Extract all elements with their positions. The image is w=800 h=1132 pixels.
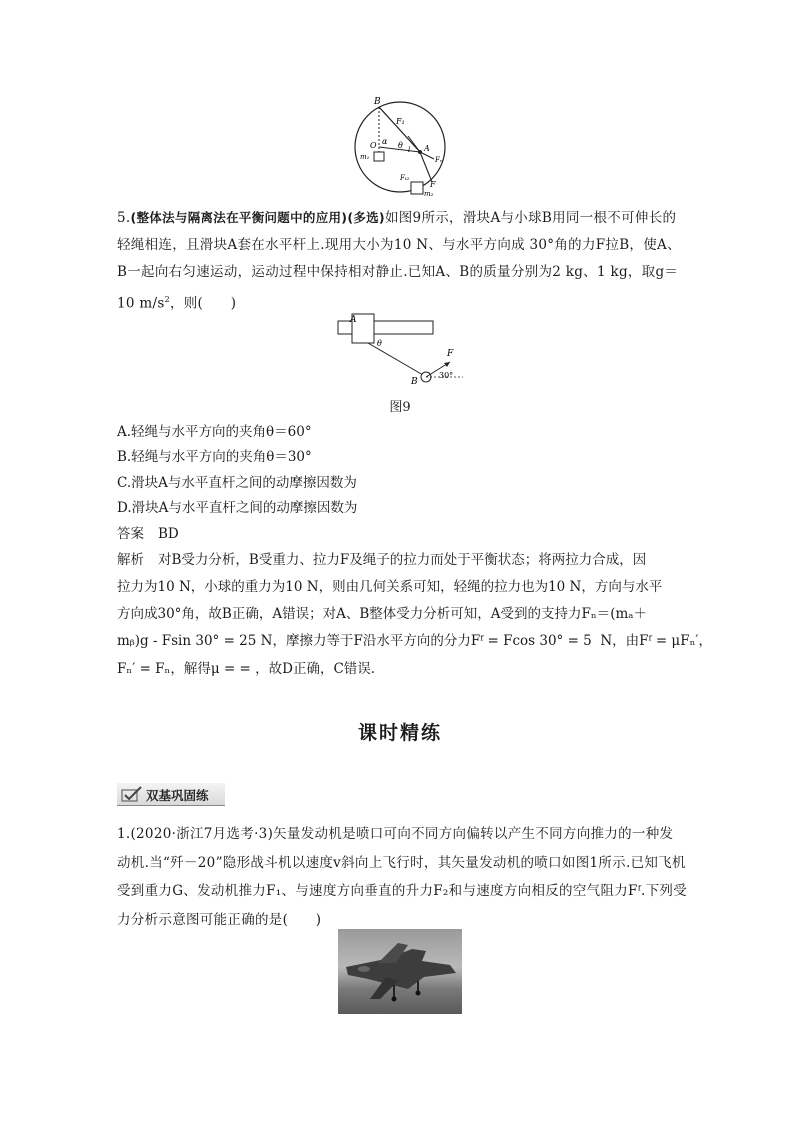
superscript: 2: [164, 295, 170, 304]
banner-label: 双基巩固练: [146, 788, 209, 803]
answer-line: [117, 524, 179, 544]
label-A: A: [424, 144, 430, 153]
label-theta: θ: [377, 339, 382, 348]
question-stem: 如图9所示，滑块A与小球B用同一根不可伸长的轻绳相连，且滑块A套在水平杆上.现用大小为10 N、与水平方向成 30°角的力F拉B，使A、B一起向右匀速运动，运动过程中保持相对静止.已知A、B的质量分别为2 kg、1 kg，取g＝10 m/s: [117, 210, 681, 312]
option-d: [117, 498, 357, 518]
check-icon: [121, 786, 143, 802]
label-F: F: [430, 180, 436, 189]
analysis-line-3: 方向成30°角，故B正确，A错误；对A、B整体受力分析可知，A受到的支持力Fₙ＝(mₐ＋: [117, 606, 647, 622]
section-title: 课时精练: [357, 722, 442, 744]
block-m2: [411, 182, 423, 194]
block-m1: [374, 152, 384, 161]
analysis-line-1: [117, 550, 646, 570]
multi-select-tag: (多选): [347, 210, 385, 225]
option-key: D.: [117, 500, 132, 516]
label-A: A: [350, 315, 357, 325]
option-key: B.: [117, 449, 132, 465]
label-B: B: [411, 377, 418, 387]
figure-9-caption: 图9: [389, 400, 411, 415]
label-angle: 30°: [439, 371, 454, 380]
label-theta: θ: [398, 141, 403, 150]
option-key: A.: [117, 424, 132, 440]
question-5: [117, 204, 687, 318]
answer-label: 答案: [117, 526, 144, 542]
label-FN: Fₙ: [435, 156, 443, 164]
question-number: 5.: [117, 210, 131, 226]
option-c: [117, 473, 357, 493]
fighter-jet-photo: [338, 929, 462, 1014]
option-text: 轻绳与水平方向的夹角θ＝30°: [131, 449, 312, 465]
circle-force-diagram: [338, 92, 463, 202]
question-tag: (整体法与隔离法在平衡问题中的应用): [130, 210, 348, 225]
analysis-text: 对B受力分析，B受重力、拉力F及绳子的拉力而处于平衡状态；将两拉力合成，因: [158, 552, 647, 568]
option-key: C.: [117, 475, 132, 491]
analysis-line-4: mᵦ)g - Fsin 30° = 25 N，摩擦力等于F沿水平方向的分力Fᶠ = Fcos 30° = 5 N，由Fᶠ = μFₙ′，: [117, 633, 712, 649]
analysis-line-5: Fₙ′ = Fₙ，解得μ = = ，故D正确，C错误.: [117, 661, 376, 677]
option-a: [117, 422, 312, 442]
figure-9-diagram: [335, 312, 475, 387]
option-text: 滑块A与水平直杆之间的动摩擦因数为: [131, 500, 358, 516]
option-text: 轻绳与水平方向的夹角θ＝60°: [131, 424, 312, 440]
practice-banner: [117, 783, 225, 806]
label-B: B: [374, 97, 381, 107]
label-m1: m₁: [360, 153, 370, 161]
analysis-line-2: 拉力为10 N，小球的重力为10 N，则由几何关系可知，轻绳的拉力也为10 N，方向与水平: [117, 579, 663, 595]
question-stem-end: ，则( ): [169, 295, 237, 312]
option-b: [117, 447, 312, 467]
label-F: F: [447, 349, 454, 359]
question-1: 1.(2020·浙江7月选考·3)矢量发动机是喷口可向不同方向偏转以产生不同方向推力的一种发动机.当“歼－20”隐形战斗机以速度v斜向上飞行时，其矢量发动机的喷口如图1所示.已知飞机受到重力G、发动机推力F₁、与速度方向垂直的升力F₂和与速度方向相反的空气阻力Fᶠ.下列受力分析示意图可能正确的是( ): [117, 826, 687, 928]
label-FT2: Fₜ₂: [400, 174, 410, 182]
fighter-jet-silhouette: [338, 929, 462, 1014]
label-alpha: α: [382, 137, 388, 146]
label-l: l: [408, 146, 411, 154]
answer-value: BD: [158, 526, 179, 542]
label-O: O: [370, 141, 377, 150]
analysis-label: 解析: [117, 552, 144, 568]
option-text: 滑块A与水平直杆之间的动摩擦因数为: [131, 475, 357, 491]
label-FT: F₁: [396, 117, 405, 126]
label-m2: m₂: [424, 190, 434, 198]
